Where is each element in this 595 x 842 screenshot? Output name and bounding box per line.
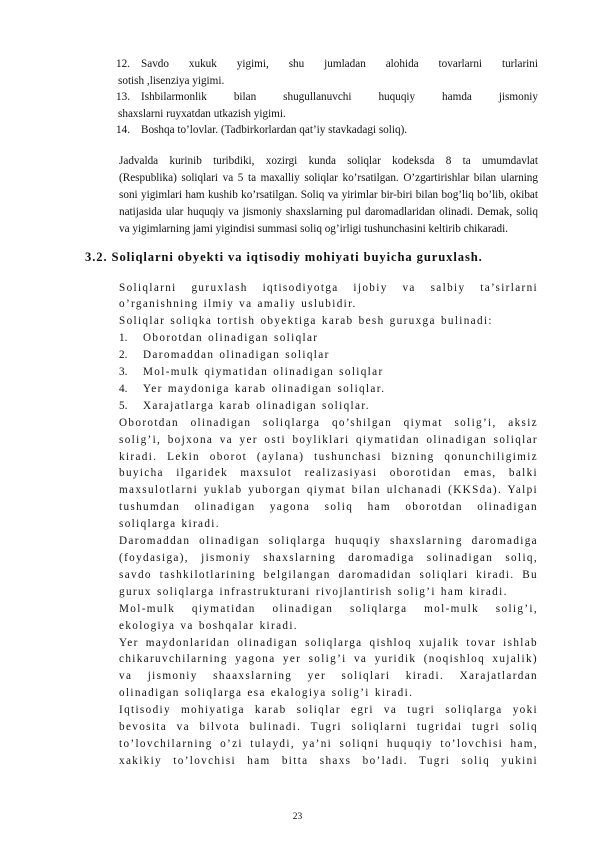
paragraph-turnover: Oborotdan olinadigan soliqlarga qo’shilgan qiymat solig’i, aksiz solig’i, bojxona va yer osti boyliklari qiymatidan olinadigan soliqlar kiradi. Lekin oborot (aylana) tushunchasi bizning qonunchiligimiz buyicha ilgaridek maxsulot realizasiyasi oborotidan emas, balki maxsulotlarni yuklab yuborgan qiymat bilan ulchanadi (KKSda). Yalpi tushumdan olinadigan yagona soliq ham oborotdan olinadigan soliqlarga kiradi. — [119, 416, 538, 531]
group-number: 1. — [119, 332, 128, 345]
group-list-item — [119, 347, 538, 364]
page-number: 23 — [292, 812, 303, 822]
list-number: 14. — [116, 124, 130, 137]
list-item — [116, 122, 538, 139]
section-body — [119, 280, 538, 770]
page-content — [85, 56, 538, 770]
list-continuation: shaxslarni ruyxatdan utkazish yigimi. — [118, 107, 286, 120]
paragraph-economic-nature: Iqtisodiy mohiyatiga karab soliqlar egri va tugri soliqlarga yoki bevosita va bilvota bulinadi. Tugri soliqlarni tugridai tugri soliq to’lovchilarning o’zi tulaydi, ya’ni soliqni huquqiy to’lovchisi ham, xakikiy to’lovchisi ham bitta shaxs bo’ladi. Tugri soliq yukini — [119, 704, 538, 767]
group-list-item — [119, 364, 538, 381]
group-number: 3. — [119, 366, 128, 379]
group-text: Yer maydoniga karab olinadigan soliqlar. — [143, 382, 386, 395]
group-text: Mol-mulk qiymatidan olinadigan soliqlar — [143, 366, 384, 379]
group-list — [119, 330, 538, 415]
list-item — [116, 89, 538, 106]
intro-sentence: Soliqlarni guruxlash iqtisodiyotga ijobiy va salbiy ta’sirlarni o’rganishning ilmiy va amaliy uslubidir. — [119, 281, 538, 311]
list-text: Ishbilarmonlik bilan shugullanuvchi huquqiy hamda jismoniy — [141, 91, 538, 104]
group-number: 5. — [119, 399, 128, 412]
section-heading: 3.2. Soliqlarni obyekti va iqtisodiy mohiyati buyicha guruxlash. — [85, 249, 483, 264]
paragraph-land: Yer maydonlaridan olinadigan soliqlarga qishloq xujalik tovar ishlab chikaruvchilarning yagona yer solig’i va yuridik (noqishloq xujalik) va jismoniy shaaxslarning yer soliqlari kiradi. Xarajatlardan olinadigan soliqlarga esa ekalogiya solig’i kiradi. — [119, 636, 538, 700]
paragraph-income: Daromaddan olinadigan soliqlarga huquqiy shaxslarning daromadiga (foydasiga), jismoniy shaxslarning daromadiga solinadigan soliq, savdo tashkilotlarining belgilangan daromadidan soliqlari kiradi. Bu gurux soliqlarga infrastrukturani rivojlantirish solig’i ham kiradi. — [119, 535, 538, 598]
group-text: Daromaddan olinadigan soliqlar — [143, 349, 330, 362]
paragraph-property: Mol-mulk qiymatidan olinadigan soliqlarga mol-mulk solig’i, ekologiya va boshqalar kiradi. — [119, 602, 538, 632]
list-continuation: sotish ,lisenziya yigimi. — [118, 74, 225, 87]
group-number: 2. — [119, 349, 128, 362]
intro-list — [116, 56, 538, 139]
paragraph-table-summary — [119, 153, 538, 238]
list-text: Savdo xukuk yigimi, shu jumladan alohida tovarlarni turlarini — [141, 58, 538, 70]
group-list-item — [119, 330, 538, 347]
group-text: Xarajatlarga karab olinadigan soliqlar. — [143, 399, 370, 412]
paragraph-body: (Respublika) soliqlari va 5 ta maxalliy soliqlar ko’rsatilgan. O’zgartirishlar bilan ularning soni yigimlari ham kushib ko’rsatilgan. Soliq va yirimlar bir-biri bilan bog’liq bo’lib, okibat natijasida ular huquqiy va jismoniy shaxslarning pul daromadlaridan olinadi. Demak, soliq va yigimlarning jami yigindisi summasi soliq og’irligi tushunchasini keltirib chikaradi. — [119, 171, 538, 235]
group-number: 4. — [119, 382, 128, 395]
group-list-item — [119, 381, 538, 398]
list-text: Boshqa to’lovlar. (Tadbirkorlardan qat’iy stavkadagi soliq). — [141, 124, 408, 137]
list-item — [116, 56, 538, 73]
group-text: Oborotdan olinadigan soliqlar — [143, 332, 319, 345]
list-number: 13. — [116, 91, 130, 104]
paragraph-first-line: Jadvalda kurinib turibdiki, xozirgi kunda soliqlar kodeksda 8 ta umumdavlat — [119, 154, 538, 167]
list-number: 12. — [116, 58, 130, 70]
intro-sentence-2: Soliqlar soliqka tortish obyektiga karab besh guruxga bulinadi: — [119, 315, 493, 328]
group-list-item — [119, 398, 538, 415]
